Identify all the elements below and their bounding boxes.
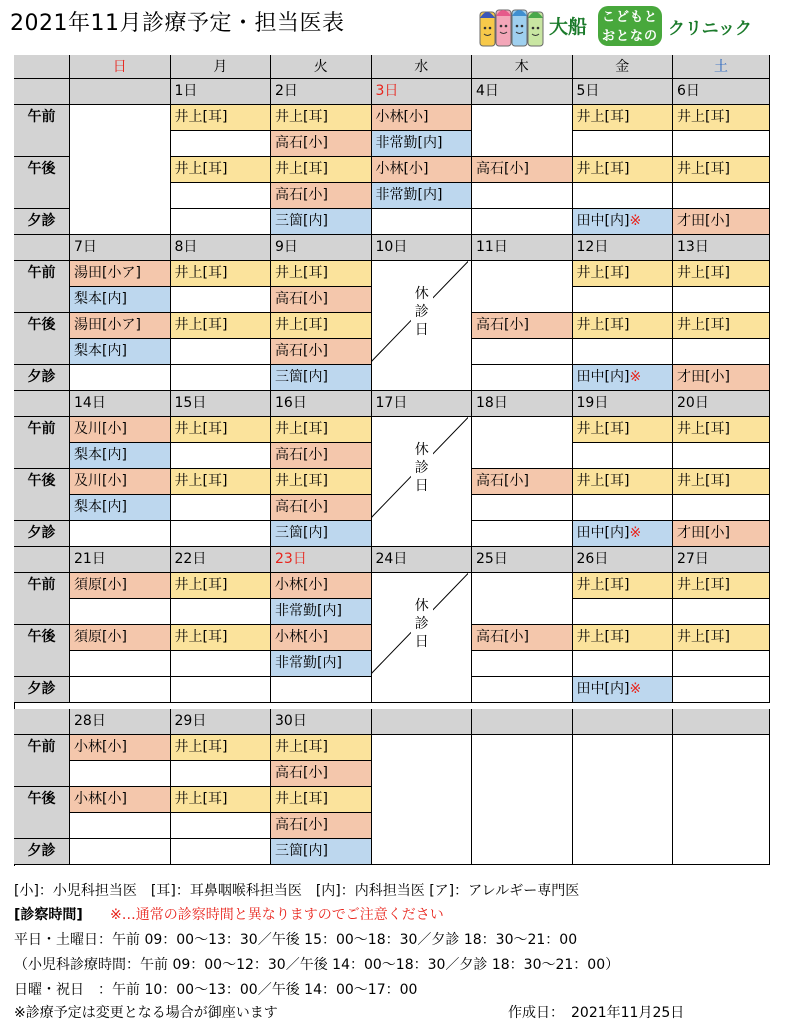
doctor-entry: 湯田[小ア] bbox=[70, 261, 171, 287]
doctor-entry: 高石[小] bbox=[472, 157, 573, 183]
evening-doctor-entry bbox=[271, 839, 372, 865]
doctor-entry: 高石[小] bbox=[271, 495, 372, 521]
date-cell: 21日 bbox=[70, 547, 171, 573]
evening-cell-empty bbox=[171, 839, 272, 865]
date-cell: 25日 bbox=[472, 547, 573, 573]
am-cell-empty bbox=[472, 261, 573, 313]
date-cell: 9日 bbox=[271, 235, 372, 261]
am-cell-empty bbox=[673, 443, 770, 469]
closed-day-label: 休診日 bbox=[411, 441, 433, 495]
doctor-entry: 及川[小] bbox=[70, 469, 171, 495]
am-cell-empty bbox=[70, 761, 171, 787]
doctor-entry: 高石[小] bbox=[472, 625, 573, 651]
doctor-name: 田中[内] bbox=[576, 213, 630, 229]
evening-doctor-entry bbox=[673, 209, 770, 235]
special-hours-mark: ※ bbox=[629, 681, 642, 697]
date-cell bbox=[573, 709, 674, 735]
doctor-entry: 井上[耳] bbox=[573, 261, 674, 287]
weekday-header-corner bbox=[14, 55, 70, 79]
am-cell-empty bbox=[573, 599, 674, 625]
row-label-eve: 夕診 bbox=[14, 365, 70, 391]
doctor-entry: 井上[耳] bbox=[673, 469, 770, 495]
row-label-am: 午前 bbox=[14, 735, 70, 787]
doctor-entry: 井上[耳] bbox=[271, 313, 372, 339]
empty-day-cell bbox=[70, 105, 171, 235]
doctor-entry: 高石[小] bbox=[271, 287, 372, 313]
doctor-entry: 小林[小] bbox=[372, 105, 473, 131]
doctor-entry: 梨本[内] bbox=[70, 339, 171, 365]
date-row-label bbox=[14, 547, 70, 573]
doctor-entry: 井上[耳] bbox=[171, 105, 272, 131]
hours-warning: ※…通常の診察時間と異なりますのでご注意ください bbox=[110, 907, 444, 923]
am-cell-empty bbox=[70, 599, 171, 625]
doctor-entry: 井上[耳] bbox=[271, 417, 372, 443]
doctor-entry: 高石[小] bbox=[472, 469, 573, 495]
evening-doctor-entry bbox=[573, 677, 674, 703]
doctor-entry: 井上[耳] bbox=[171, 157, 272, 183]
doctor-entry: 高石[小] bbox=[271, 339, 372, 365]
date-cell: 17日 bbox=[372, 391, 473, 417]
evening-doctor-entry bbox=[271, 365, 372, 391]
date-cell: 30日 bbox=[271, 709, 372, 735]
date-row-label bbox=[14, 235, 70, 261]
hours-heading: [診察時間] bbox=[14, 907, 83, 923]
pm-cell-empty bbox=[673, 495, 770, 521]
row-label-am: 午前 bbox=[14, 573, 70, 625]
doctor-entry: 高石[小] bbox=[271, 443, 372, 469]
pm-cell-empty bbox=[70, 651, 171, 677]
row-label-eve: 夕診 bbox=[14, 521, 70, 547]
row-label-am: 午前 bbox=[14, 105, 70, 157]
evening-doctor-entry bbox=[271, 521, 372, 547]
legend-text: [小]：小児科担当医 [耳]：耳鼻咽喉科担当医 [内]：内科担当医 [ア]：アレルギー専門医 bbox=[14, 883, 580, 899]
pm-cell-empty bbox=[171, 183, 272, 209]
doctor-name: 三箇[内] bbox=[275, 213, 328, 229]
row-label-am: 午前 bbox=[14, 417, 70, 469]
am-cell-empty bbox=[171, 287, 272, 313]
am-cell-empty bbox=[171, 761, 272, 787]
empty-day-cell bbox=[573, 735, 674, 865]
doctor-entry: 井上[耳] bbox=[271, 105, 372, 131]
doctor-name: 三箇[内] bbox=[275, 369, 328, 385]
am-cell-empty bbox=[673, 287, 770, 313]
doctor-entry: 井上[耳] bbox=[573, 469, 674, 495]
date-cell bbox=[673, 709, 770, 735]
pm-cell-empty bbox=[171, 339, 272, 365]
doctor-entry: 高石[小] bbox=[271, 761, 372, 787]
date-cell: 28日 bbox=[70, 709, 171, 735]
evening-doctor-entry bbox=[573, 209, 674, 235]
date-cell bbox=[472, 709, 573, 735]
date-cell: 16日 bbox=[271, 391, 372, 417]
doctor-entry: 井上[耳] bbox=[271, 469, 372, 495]
date-cell: 2日 bbox=[271, 79, 372, 105]
evening-cell-empty bbox=[70, 677, 171, 703]
weekday-hours: 平日・土曜日：午前 09：00〜13：30／午後 15：00〜18：30／夕診 18：30〜21：00 bbox=[14, 932, 578, 948]
closed-day-label: 休診日 bbox=[411, 597, 433, 651]
weekday-header: 金 bbox=[573, 55, 674, 79]
pm-cell-empty bbox=[472, 495, 573, 521]
date-cell: 5日 bbox=[573, 79, 674, 105]
row-label-pm: 午後 bbox=[14, 313, 70, 365]
am-cell-empty bbox=[573, 287, 674, 313]
doctor-entry: 湯田[小ア] bbox=[70, 313, 171, 339]
doctor-entry: 井上[耳] bbox=[673, 573, 770, 599]
doctor-entry: 小林[小] bbox=[372, 157, 473, 183]
pm-cell-empty bbox=[673, 339, 770, 365]
evening-cell-empty bbox=[472, 365, 573, 391]
date-cell: 18日 bbox=[472, 391, 573, 417]
evening-cell-empty bbox=[271, 677, 372, 703]
date-cell: 1日 bbox=[171, 79, 272, 105]
pm-cell-empty bbox=[573, 183, 674, 209]
evening-cell-empty bbox=[372, 209, 473, 235]
doctor-entry: 井上[耳] bbox=[573, 417, 674, 443]
date-cell: 20日 bbox=[673, 391, 770, 417]
weekday-header: 月 bbox=[171, 55, 272, 79]
doctor-entry: 梨本[内] bbox=[70, 287, 171, 313]
doctor-entry: 高石[小] bbox=[472, 313, 573, 339]
doctor-entry: 井上[耳] bbox=[573, 157, 674, 183]
date-cell: 12日 bbox=[573, 235, 674, 261]
pm-cell-empty bbox=[472, 339, 573, 365]
empty-day-cell bbox=[372, 735, 473, 865]
pm-cell-empty bbox=[171, 813, 272, 839]
date-cell: 15日 bbox=[171, 391, 272, 417]
am-cell-empty bbox=[573, 131, 674, 157]
pm-cell-empty bbox=[171, 651, 272, 677]
doctor-name: 三箇[内] bbox=[275, 525, 328, 541]
pm-cell-empty bbox=[171, 495, 272, 521]
doctor-entry: 井上[耳] bbox=[573, 105, 674, 131]
evening-cell-empty bbox=[171, 365, 272, 391]
evening-cell-empty bbox=[171, 209, 272, 235]
date-cell: 8日 bbox=[171, 235, 272, 261]
doctor-entry: 井上[耳] bbox=[171, 625, 272, 651]
am-cell-empty bbox=[472, 573, 573, 625]
doctor-entry: 井上[耳] bbox=[673, 261, 770, 287]
doctor-entry: 井上[耳] bbox=[271, 787, 372, 813]
evening-cell-empty bbox=[70, 839, 171, 865]
pm-cell-empty bbox=[673, 651, 770, 677]
doctor-entry: 小林[小] bbox=[70, 735, 171, 761]
row-label-am: 午前 bbox=[14, 261, 70, 313]
am-cell-empty bbox=[171, 131, 272, 157]
doctor-entry: 梨本[内] bbox=[70, 443, 171, 469]
doctor-entry: 井上[耳] bbox=[171, 573, 272, 599]
evening-cell-empty bbox=[171, 677, 272, 703]
evening-cell-empty bbox=[70, 521, 171, 547]
doctor-entry: 非常勤[内] bbox=[271, 599, 372, 625]
row-label-pm: 午後 bbox=[14, 469, 70, 521]
row-label-pm: 午後 bbox=[14, 787, 70, 839]
date-cell: 4日 bbox=[472, 79, 573, 105]
date-cell: 19日 bbox=[573, 391, 674, 417]
schedule-change-note: ※診療予定は変更となる場合が御座います bbox=[14, 1005, 278, 1021]
special-hours-mark: ※ bbox=[629, 525, 642, 541]
created-date: 作成日： 2021年11月25日 bbox=[508, 1005, 685, 1021]
doctor-name: 三箇[内] bbox=[275, 843, 328, 859]
doctor-entry: 非常勤[内] bbox=[372, 183, 473, 209]
doctor-entry: 小林[小] bbox=[70, 787, 171, 813]
weekday-header: 水 bbox=[372, 55, 473, 79]
date-cell: 11日 bbox=[472, 235, 573, 261]
empty-day-cell bbox=[472, 735, 573, 865]
doctor-entry: 井上[耳] bbox=[171, 787, 272, 813]
date-cell: 13日 bbox=[673, 235, 770, 261]
date-cell: 24日 bbox=[372, 547, 473, 573]
doctor-entry: 須原[小] bbox=[70, 625, 171, 651]
pm-cell-empty bbox=[472, 183, 573, 209]
empty-day-cell bbox=[673, 735, 770, 865]
am-cell-empty bbox=[673, 131, 770, 157]
am-cell-empty bbox=[472, 417, 573, 469]
weekday-header: 土 bbox=[673, 55, 770, 79]
doctor-entry: 井上[耳] bbox=[673, 313, 770, 339]
evening-doctor-entry bbox=[673, 521, 770, 547]
doctor-entry: 井上[耳] bbox=[573, 625, 674, 651]
doctor-name: 才田[小] bbox=[677, 369, 730, 385]
am-cell-empty bbox=[573, 443, 674, 469]
evening-doctor-entry bbox=[271, 209, 372, 235]
date-cell: 29日 bbox=[171, 709, 272, 735]
evening-cell-empty bbox=[372, 677, 473, 703]
weekday-header: 火 bbox=[271, 55, 372, 79]
evening-doctor-entry bbox=[573, 365, 674, 391]
pm-cell-empty bbox=[573, 651, 674, 677]
doctor-entry: 井上[耳] bbox=[573, 313, 674, 339]
doctor-name: 才田[小] bbox=[677, 525, 730, 541]
evening-cell-empty bbox=[472, 209, 573, 235]
pm-cell-empty bbox=[673, 183, 770, 209]
evening-cell-empty bbox=[372, 521, 473, 547]
am-cell-empty bbox=[472, 105, 573, 157]
date-cell: 6日 bbox=[673, 79, 770, 105]
evening-cell-empty bbox=[472, 521, 573, 547]
doctor-entry: 井上[耳] bbox=[171, 417, 272, 443]
pm-cell-empty bbox=[70, 813, 171, 839]
doctor-entry: 井上[耳] bbox=[171, 261, 272, 287]
doctor-entry: 非常勤[内] bbox=[372, 131, 473, 157]
doctor-entry: 井上[耳] bbox=[573, 573, 674, 599]
doctor-entry: 井上[耳] bbox=[673, 625, 770, 651]
evening-cell-empty bbox=[171, 521, 272, 547]
evening-cell-empty bbox=[673, 677, 770, 703]
date-cell: 7日 bbox=[70, 235, 171, 261]
date-row-label bbox=[14, 79, 70, 105]
date-row-label bbox=[14, 709, 70, 735]
am-cell-empty bbox=[171, 443, 272, 469]
date-cell: 23日 bbox=[271, 547, 372, 573]
date-cell bbox=[70, 79, 171, 105]
doctor-entry: 井上[耳] bbox=[171, 735, 272, 761]
logo-name-part2: クリニック bbox=[668, 19, 752, 39]
page-title: 2021年11月診療予定・担当医表 bbox=[10, 11, 345, 36]
date-row-label bbox=[14, 391, 70, 417]
row-label-eve: 夕診 bbox=[14, 209, 70, 235]
doctor-entry: 井上[耳] bbox=[271, 735, 372, 761]
holiday-hours: 日曜・祝日 ：午前 10：00〜13：00／午後 14：00〜17：00 bbox=[14, 982, 418, 998]
pm-cell-empty bbox=[472, 651, 573, 677]
special-hours-mark: ※ bbox=[629, 369, 642, 385]
doctor-name: 才田[小] bbox=[677, 213, 730, 229]
date-cell: 27日 bbox=[673, 547, 770, 573]
weekday-header: 木 bbox=[472, 55, 573, 79]
row-label-eve: 夕診 bbox=[14, 839, 70, 865]
am-cell-empty bbox=[171, 599, 272, 625]
logo-name-part1: 大船 bbox=[549, 16, 588, 38]
doctor-entry: 井上[耳] bbox=[171, 469, 272, 495]
doctor-entry: 井上[耳] bbox=[171, 313, 272, 339]
doctor-name: 田中[内] bbox=[576, 369, 630, 385]
row-label-pm: 午後 bbox=[14, 157, 70, 209]
logo-badge-line2: おとなの bbox=[602, 29, 659, 44]
doctor-entry: 非常勤[内] bbox=[271, 651, 372, 677]
date-cell: 10日 bbox=[372, 235, 473, 261]
logo-badge-line1: こどもと bbox=[602, 10, 659, 25]
doctor-entry: 及川[小] bbox=[70, 417, 171, 443]
doctor-entry: 須原[小] bbox=[70, 573, 171, 599]
doctor-entry: 井上[耳] bbox=[271, 157, 372, 183]
date-cell: 26日 bbox=[573, 547, 674, 573]
doctor-entry: 小林[小] bbox=[271, 573, 372, 599]
evening-doctor-entry bbox=[573, 521, 674, 547]
row-label-pm: 午後 bbox=[14, 625, 70, 677]
pm-cell-empty bbox=[573, 495, 674, 521]
doctor-entry: 井上[耳] bbox=[271, 261, 372, 287]
doctor-entry: 井上[耳] bbox=[673, 157, 770, 183]
date-cell: 3日 bbox=[372, 79, 473, 105]
pediatric-hours: （小児科診療時間：午前 09：00〜12：30／午後 14：00〜18：30／夕診 18：30〜21：00） bbox=[14, 957, 620, 973]
evening-doctor-entry bbox=[673, 365, 770, 391]
doctor-name: 田中[内] bbox=[576, 681, 630, 697]
doctor-name: 田中[内] bbox=[576, 525, 630, 541]
special-hours-mark: ※ bbox=[629, 213, 642, 229]
doctor-entry: 高石[小] bbox=[271, 131, 372, 157]
doctor-entry: 井上[耳] bbox=[673, 105, 770, 131]
evening-cell-empty bbox=[472, 677, 573, 703]
evening-cell-empty bbox=[70, 365, 171, 391]
date-cell bbox=[372, 709, 473, 735]
date-cell: 22日 bbox=[171, 547, 272, 573]
pm-cell-empty bbox=[573, 339, 674, 365]
doctor-entry: 高石[小] bbox=[271, 183, 372, 209]
doctor-entry: 梨本[内] bbox=[70, 495, 171, 521]
date-cell: 14日 bbox=[70, 391, 171, 417]
doctor-entry: 高石[小] bbox=[271, 813, 372, 839]
doctor-entry: 井上[耳] bbox=[673, 417, 770, 443]
evening-cell-empty bbox=[372, 365, 473, 391]
row-label-eve: 夕診 bbox=[14, 677, 70, 703]
doctor-entry: 小林[小] bbox=[271, 625, 372, 651]
weekday-header: 日 bbox=[70, 55, 171, 79]
am-cell-empty bbox=[673, 599, 770, 625]
closed-day-label: 休診日 bbox=[411, 285, 433, 339]
